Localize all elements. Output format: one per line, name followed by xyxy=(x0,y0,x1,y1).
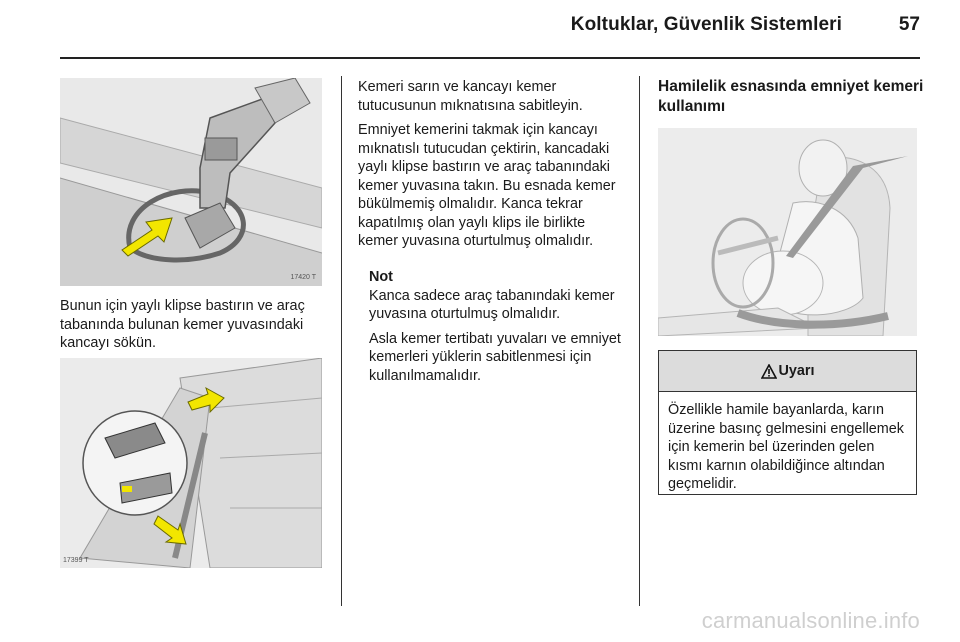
section-title-pregnancy: Hamilelik esnasında emniyet kemeri kullanımı xyxy=(658,78,924,115)
warning-title: Uyarı xyxy=(778,363,815,379)
note-title: Not xyxy=(369,269,393,285)
belt-hook-figure xyxy=(60,78,322,286)
note-text-2: Asla kemer tertibatı yuvaları ve emniyet kemerleri yüklerin sabitlenmesi için kullanılmamalıdır. xyxy=(369,330,621,384)
warning-triangle-icon xyxy=(761,364,777,379)
figure-code-1: 17420 T xyxy=(290,274,316,281)
note-text-1: Kanca sadece araç tabanındaki kemer yuvasına oturtulmuş olmalıdır. xyxy=(369,287,615,322)
paragraph-wind-belt: Kemeri sarın ve kancayı kemer tutucusunun mıknatısına sabitleyin. xyxy=(358,79,583,114)
caption-remove-hook: Bunun için yaylı klipse bastırın ve araç tabanında bulunan kemer yuvasındaki kancayı sökün. xyxy=(60,298,305,351)
warning-header xyxy=(659,351,916,392)
page-header-title: Koltuklar, Güvenlik Sistemleri xyxy=(570,14,842,35)
page-number: 57 xyxy=(898,14,920,35)
warning-box xyxy=(658,350,917,495)
paragraph-fasten-belt: Emniyet kemerini takmak için kancayı mıknatıslı tutucudan çektirin, kancadaki yaylı klipse bastırın ve araç tabanındaki kemer yuvasına takın. Bu esnada kemer bükülmemiş olmalıdır. Kanca tekrar kapatılmış olan yaylı klips ile birlikte kemer yuvasına oturtulmuş olmalıdır. xyxy=(358,122,616,249)
pregnant-woman-figure xyxy=(658,128,917,336)
trunk-belt-figure xyxy=(60,358,322,568)
watermark: carmanualsonline.info xyxy=(701,608,920,633)
warning-text: Özellikle hamile bayanlarda, karın üzerine basınç gelmesini engellemek için kemerin bel üzerinden gelen kısmı karnın olabildiğince altından geçmelidir. xyxy=(668,402,904,492)
column-divider-right xyxy=(639,76,640,606)
column-divider-left xyxy=(341,76,342,606)
note-block xyxy=(369,268,631,385)
figure-code-2: 17399 T xyxy=(63,557,89,564)
header-rule xyxy=(60,57,920,59)
